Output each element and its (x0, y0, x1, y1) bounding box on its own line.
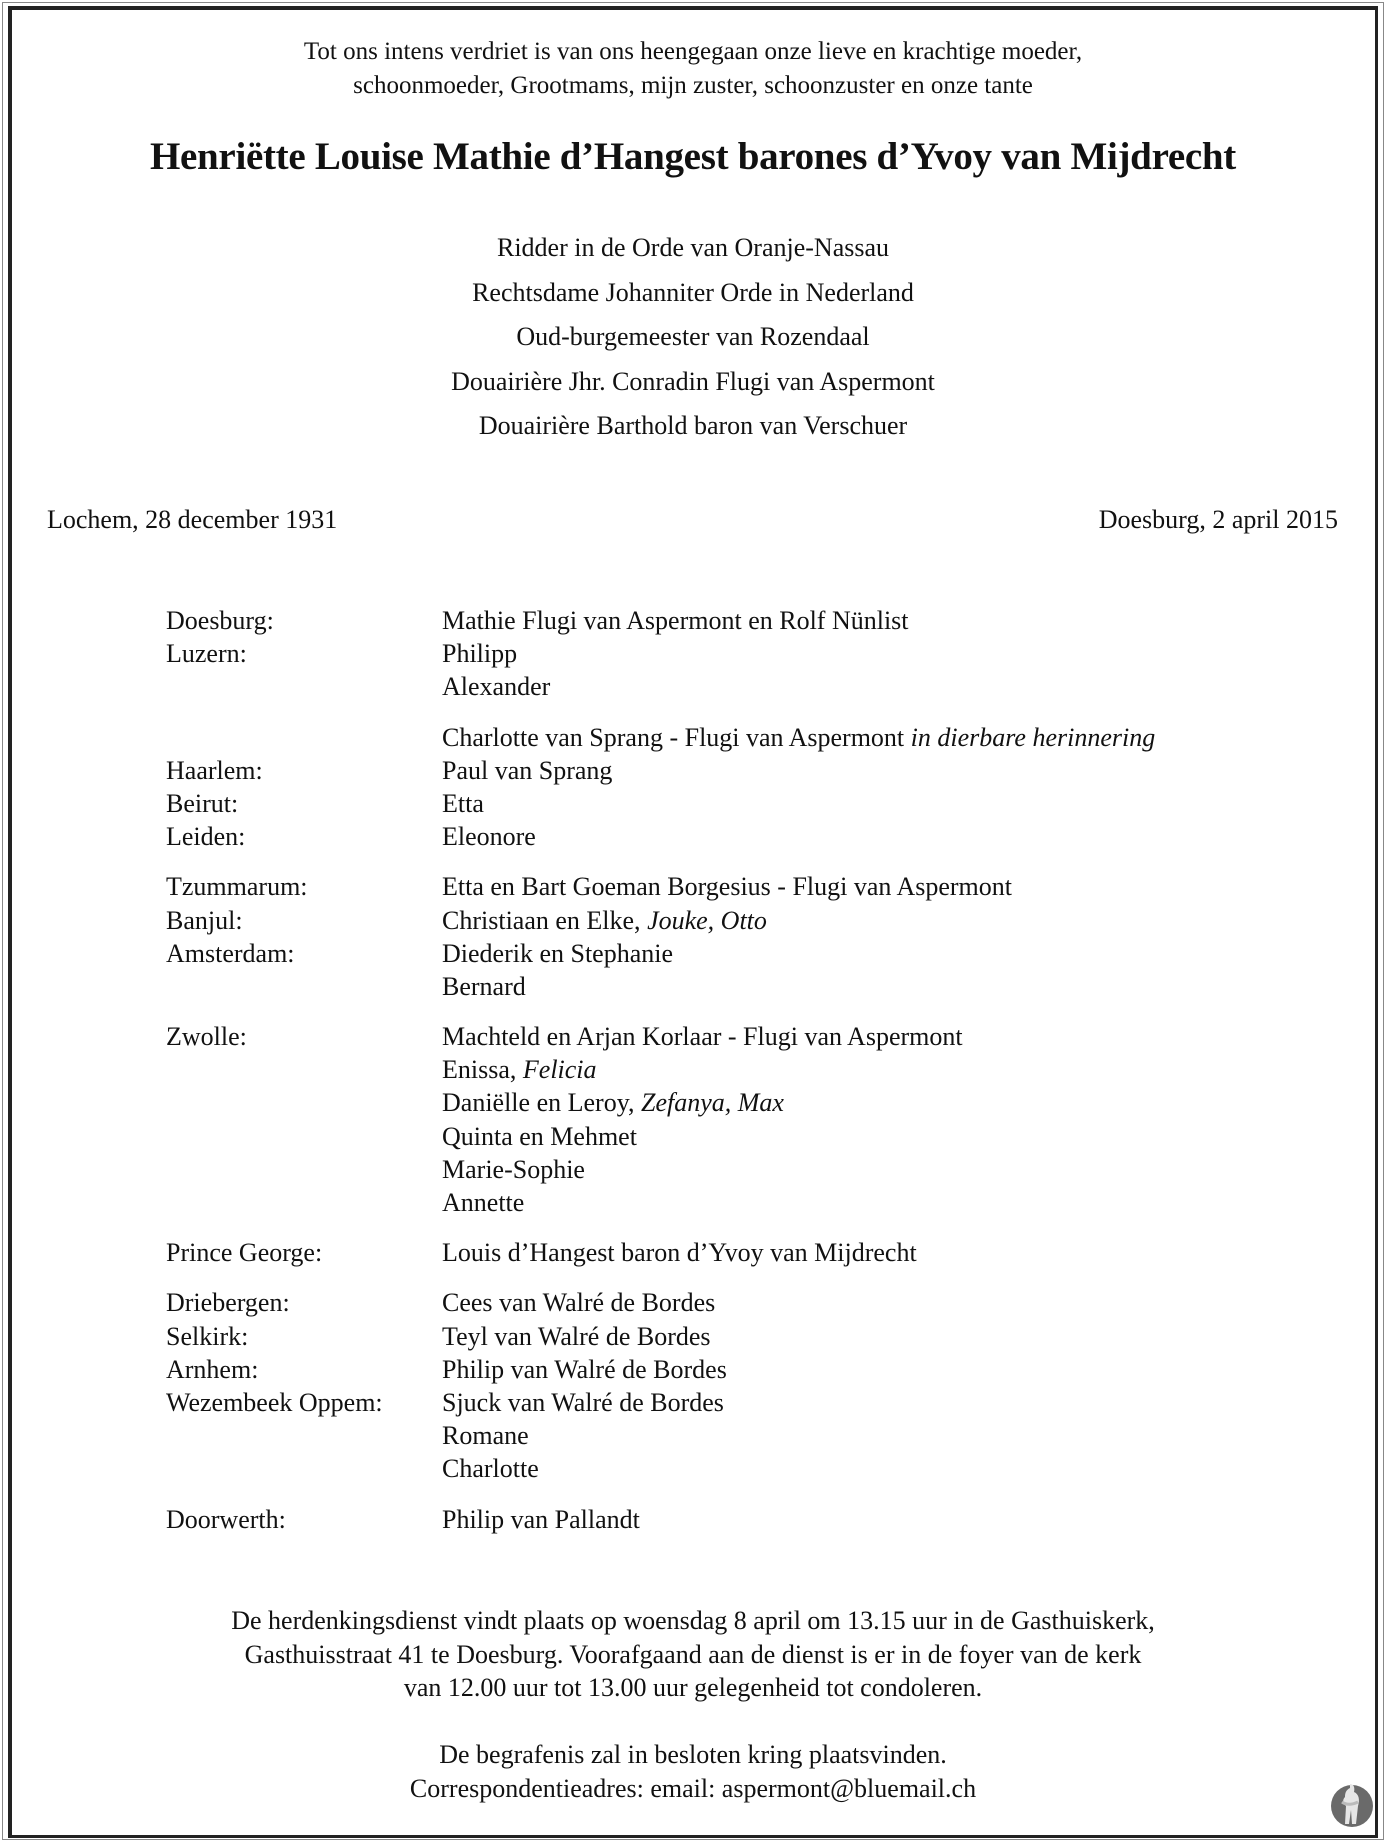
family-member-name: Teyl van Walré de Bordes (442, 1321, 711, 1351)
family-member (442, 937, 673, 970)
family-place (166, 721, 442, 754)
family-row (166, 670, 1155, 703)
family-row (166, 1086, 1155, 1119)
family-place (166, 1419, 442, 1452)
family-group (166, 1286, 1155, 1485)
family-group (166, 1503, 1155, 1536)
honors-list (0, 226, 1386, 449)
family-member (442, 721, 1155, 754)
family-row (166, 1020, 1155, 1053)
service-line: Gasthuisstraat 41 te Doesburg. Voorafgaand aan de dienst is er in de foyer van de kerk (244, 1639, 1142, 1669)
family-group (166, 604, 1155, 704)
family-place (166, 1053, 442, 1086)
family-row (166, 1286, 1155, 1319)
honor-line: Rechtsdame Johanniter Orde in Nederland (472, 277, 914, 307)
closing-line: De begrafenis zal in besloten kring plaatsvinden. (439, 1740, 947, 1769)
family-row (166, 1053, 1155, 1086)
service-info (0, 1604, 1386, 1705)
family-place: Amsterdam: (166, 938, 295, 968)
family-member (442, 1236, 917, 1269)
death-date: Doesburg, 2 april 2015 (1098, 505, 1338, 534)
family-member (442, 1086, 784, 1119)
family-member-name: Charlotte van Sprang - Flugi van Aspermont (442, 722, 911, 752)
family-member (442, 1120, 637, 1153)
family-member (442, 1053, 597, 1086)
family-member (442, 1503, 640, 1536)
family-member (442, 1153, 585, 1186)
family-member-name: Philipp (442, 639, 518, 669)
family-place: Zwolle: (166, 1022, 247, 1052)
family-member-name: Philip van Walré de Bordes (442, 1354, 727, 1384)
family-row (166, 937, 1155, 970)
family-member-name: Diederik en Stephanie (442, 938, 674, 968)
family-member-name: Daniëlle en Leroy, (442, 1088, 641, 1118)
service-line: van 12.00 uur tot 13.00 uur gelegenheid tot condoleren. (403, 1673, 983, 1702)
family-member-name: Eleonore (442, 822, 536, 852)
family-member-name: Bernard (442, 971, 526, 1001)
family-place (166, 970, 442, 1003)
family-row (166, 1153, 1155, 1186)
family-member-name: Alexander (442, 672, 551, 702)
family-member (442, 1320, 711, 1353)
intro-line: Tot ons intens verdriet is van ons heengegaan onze lieve en krachtige moeder, (303, 38, 1083, 65)
family-member-italic: Felicia (522, 1055, 597, 1085)
family-member-italic: Zefanya, Max (641, 1088, 784, 1118)
family-row (166, 721, 1155, 754)
family-member-name: Etta (442, 788, 484, 818)
family-member (442, 1452, 539, 1485)
family-member (442, 1353, 727, 1386)
family-place: Beirut: (166, 788, 239, 818)
deceased-name: Henriëtte Louise Mathie d’Hangest barones d’Yvoy van Mijdrecht (150, 135, 1236, 178)
family-place: Banjul: (166, 905, 243, 935)
family-member (442, 1419, 529, 1452)
family-member-name: Quinta en Mehmet (442, 1121, 637, 1151)
birth-date: Lochem, 28 december 1931 (47, 505, 338, 534)
family-member-name: Paul van Sprang (442, 755, 613, 785)
family-group (166, 721, 1155, 854)
family-member-name: Marie-Sophie (442, 1154, 585, 1184)
family-group (166, 1236, 1155, 1269)
family-row (166, 1320, 1155, 1353)
family-member (442, 604, 909, 637)
family-member (442, 1286, 715, 1319)
family-member-name: Machteld en Arjan Korlaar - Flugi van Aspermont (442, 1022, 963, 1052)
family-member-name: Enissa, (442, 1055, 523, 1085)
family-place: Arnhem: (166, 1354, 259, 1384)
family-member (442, 970, 526, 1003)
family-member (442, 754, 612, 787)
family-place: Luzern: (166, 639, 247, 669)
family-member (442, 870, 1012, 903)
family-row (166, 1419, 1155, 1452)
family-member-name: Christiaan en Elke, (442, 905, 648, 935)
embracing-figures-logo-icon (1328, 1780, 1376, 1828)
family-row (166, 787, 1155, 820)
family-row (166, 904, 1155, 937)
family-member (442, 1186, 524, 1219)
family-member-name: Cees van Walré de Bordes (442, 1288, 716, 1318)
family-row (166, 754, 1155, 787)
family-row (166, 1120, 1155, 1153)
intro-line: schoonmoeder, Grootmams, mijn zuster, schoonzuster en onze tante (353, 72, 1033, 99)
family-place (166, 1153, 442, 1186)
family-place (166, 1120, 442, 1153)
family-member-name: Sjuck van Walré de Bordes (442, 1387, 724, 1417)
family-member (442, 904, 767, 937)
family-place: Doesburg: (166, 606, 274, 635)
family-member-italic: Jouke, Otto (647, 905, 767, 935)
family-place (166, 1186, 442, 1219)
family-place: Driebergen: (166, 1288, 290, 1318)
family-row (166, 1236, 1155, 1269)
family-place: Wezembeek Oppem: (166, 1387, 383, 1417)
family-member (442, 670, 550, 703)
family-row (166, 820, 1155, 853)
service-line: De herdenkingsdienst vindt plaats op woensdag 8 april om 13.15 uur in de Gasthuiskerk, (231, 1606, 1155, 1635)
family-member-name: Charlotte (442, 1454, 539, 1484)
family-member (442, 1386, 724, 1419)
family-group (166, 1020, 1155, 1219)
family-place: Leiden: (166, 822, 246, 852)
family-list (166, 604, 1155, 1553)
family-row (166, 604, 1155, 637)
family-place (166, 1452, 442, 1485)
family-member (442, 820, 536, 853)
closing-info (0, 1738, 1386, 1805)
honor-line: Ridder in de Orde van Oranje-Nassau (496, 233, 890, 262)
family-member-name: Philip van Pallandt (442, 1504, 640, 1534)
family-member-name: Mathie Flugi van Aspermont en Rolf Nünlist (442, 606, 909, 635)
family-place (166, 1086, 442, 1119)
honor-line: Douairière Barthold baron van Verschuer (478, 411, 908, 440)
family-place: Haarlem: (166, 755, 263, 785)
family-member-name: Louis d’Hangest baron d’Yvoy van Mijdrecht (442, 1238, 917, 1268)
correspondence-address: Correspondentieadres: email: aspermont@bluemail.ch (409, 1773, 977, 1803)
family-member-name: Annette (442, 1188, 525, 1217)
family-row (166, 1186, 1155, 1219)
family-member (442, 1020, 963, 1053)
family-row (166, 637, 1155, 670)
family-row (166, 1386, 1155, 1419)
family-member-name: Etta en Bart Goeman Borgesius - Flugi van Aspermont (442, 872, 1012, 902)
family-place: Selkirk: (166, 1321, 249, 1351)
family-member-name: Romane (442, 1421, 529, 1451)
family-place: Tzummarum: (166, 872, 308, 902)
family-row (166, 870, 1155, 903)
family-member (442, 787, 484, 820)
family-place (166, 670, 442, 703)
family-row (166, 1353, 1155, 1386)
family-member-italic: in dierbare herinnering (910, 722, 1156, 752)
honor-line: Douairière Jhr. Conradin Flugi van Aspermont (451, 366, 935, 396)
intro-text (0, 35, 1386, 103)
family-row (166, 1503, 1155, 1536)
family-group (166, 870, 1155, 1003)
family-place: Doorwerth: (166, 1504, 286, 1534)
family-row (166, 1452, 1155, 1485)
family-place: Prince George: (166, 1238, 323, 1268)
family-row (166, 970, 1155, 1003)
honor-line: Oud-burgemeester van Rozendaal (516, 322, 870, 351)
family-member (442, 637, 517, 670)
